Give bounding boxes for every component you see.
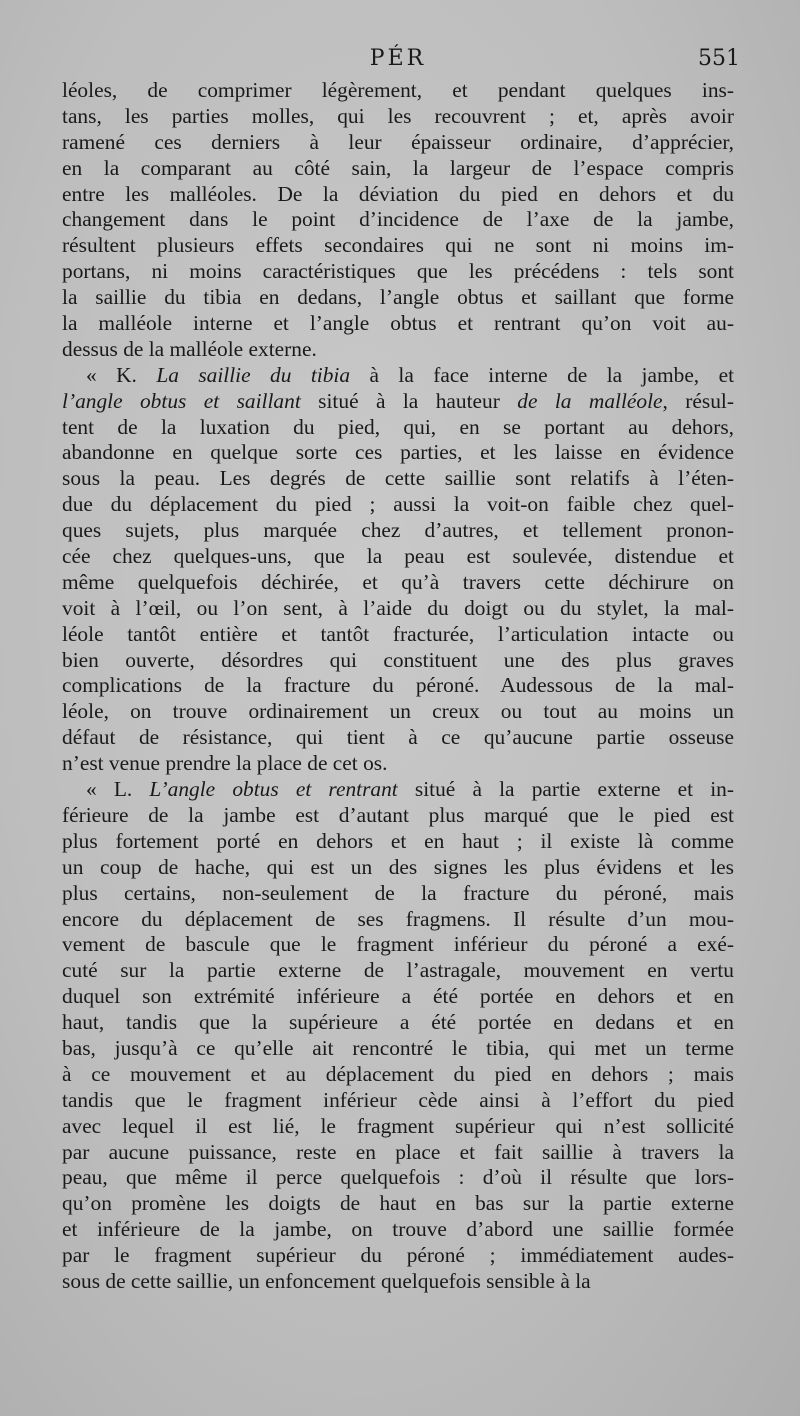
text-segment: la saillie du tibia en dedans, l’angle obtus et saillant que forme <box>62 285 734 310</box>
running-head: PÉR <box>369 46 427 71</box>
text-line <box>62 932 734 958</box>
text-segment: duquel son extrémité inférieure a été portée en dehors et en <box>62 984 734 1009</box>
text-line <box>62 1140 734 1166</box>
text-line <box>62 207 734 233</box>
text-segment: et inférieure de la jambe, on trouve d’abord une saillie formée <box>62 1217 734 1242</box>
text-line <box>62 104 734 130</box>
text-segment: tans, les parties molles, qui les recouvrent ; et, après avoir <box>62 103 734 128</box>
text-line <box>62 363 734 389</box>
text-segment: abandonne en quelque sorte ces parties, et les laisse en évidence <box>62 440 734 465</box>
text-segment: férieure de la jambe est d’autant plus marqué que le pied est <box>62 802 734 827</box>
italic-text: de la malléole <box>517 388 663 413</box>
text-segment: résultent plusieurs effets secondaires qui ne sont ni moins im- <box>62 233 734 258</box>
text-line <box>62 855 734 881</box>
text-line <box>62 492 734 518</box>
text-line <box>62 1036 734 1062</box>
text-segment: « L. <box>86 777 150 802</box>
text-segment: dessus de la malléole externe. <box>62 336 317 361</box>
text-segment: vement de bascule que le fragment inférieur du péroné a exé- <box>62 932 734 957</box>
text-segment: cée chez quelques-uns, que la peau est soulevée, distendue et <box>62 544 734 569</box>
text-segment: voit à l’œil, ou l’on sent, à l’aide du doigt ou du stylet, la mal- <box>62 595 734 620</box>
text-segment: situé à la hauteur <box>300 388 518 413</box>
text-segment: plus certains, non-seulement de la fracture du péroné, mais <box>62 880 734 905</box>
text-line <box>62 881 734 907</box>
text-segment: ques sujets, plus marquée chez d’autres, et tellement pronon- <box>62 518 734 543</box>
text-segment: plus fortement porté en dehors et en haut ; il existe là comme <box>62 828 734 853</box>
body-text <box>62 78 734 1295</box>
text-line <box>62 1269 734 1295</box>
text-line <box>62 1191 734 1217</box>
text-line <box>62 596 734 622</box>
text-line <box>62 1114 734 1140</box>
text-line <box>62 958 734 984</box>
italic-text: L’angle obtus et rentrant <box>149 777 398 802</box>
text-segment: encore du déplacement de ses fragmens. Il résulte d’un mou- <box>62 906 734 931</box>
text-segment: un coup de hache, qui est un des signes les plus évidens et les <box>62 854 734 879</box>
text-segment: léoles, de comprimer légèrement, et pendant quelques ins- <box>62 78 734 102</box>
text-line <box>62 984 734 1010</box>
italic-text: l’angle obtus et saillant <box>62 388 301 413</box>
text-line <box>62 415 734 441</box>
text-segment: léole tantôt entière et tantôt fracturée, l’articulation intacte ou <box>62 621 734 646</box>
text-line <box>62 751 734 777</box>
text-line <box>62 182 734 208</box>
text-line <box>62 699 734 725</box>
text-line <box>62 233 734 259</box>
text-line <box>62 777 734 803</box>
text-line <box>62 907 734 933</box>
italic-text: La saillie du tibia <box>156 362 351 387</box>
text-line <box>62 1217 734 1243</box>
text-line <box>62 1010 734 1036</box>
text-line <box>62 622 734 648</box>
text-line <box>62 78 734 104</box>
text-segment: défaut de résistance, qui tient à ce qu’aucune partie osseuse <box>62 725 734 750</box>
text-segment: changement dans le point d’incidence de l’axe de la jambe, <box>62 207 734 232</box>
text-line <box>62 1243 734 1269</box>
text-line <box>62 156 734 182</box>
text-segment: même quelquefois déchirée, et qu’à travers cette déchirure on <box>62 569 734 594</box>
text-segment: situé à la partie externe et in- <box>397 777 734 802</box>
text-segment: cuté sur la partie externe de l’astragale, mouvement en vertu <box>62 958 734 983</box>
text-segment: léole, on trouve ordinairement un creux ou tout au moins un <box>62 699 734 724</box>
text-line <box>62 673 734 699</box>
page-header <box>62 46 740 76</box>
text-segment: tandis que le fragment inférieur cède ainsi à l’effort du pied <box>62 1087 734 1112</box>
text-segment: haut, tandis que la supérieure a été portée en dedans et en <box>62 1010 734 1035</box>
text-segment: qu’on promène les doigts de haut en bas sur la partie externe <box>62 1191 734 1216</box>
text-segment: peau, que même il perce quelquefois : d’où il résulte que lors- <box>62 1165 734 1190</box>
text-segment: due du déplacement du pied ; aussi la voit-on faible chez quel- <box>62 492 734 517</box>
text-segment: sous de cette saillie, un enfoncement quelquefois sensible à la <box>62 1268 591 1293</box>
text-segment: , résul- <box>662 388 734 413</box>
text-line <box>62 1165 734 1191</box>
text-segment: portans, ni moins caractéristiques que les précédens : tels sont <box>62 259 734 284</box>
text-segment: complications de la fracture du péroné. Audessous de la mal- <box>62 673 734 698</box>
text-line <box>62 440 734 466</box>
text-line <box>62 1088 734 1114</box>
text-segment: à ce mouvement et au déplacement du pied en dehors ; mais <box>62 1061 734 1086</box>
text-segment: bas, jusqu’à ce qu’elle ait rencontré le tibia, qui met un terme <box>62 1035 734 1060</box>
text-segment: n’est venue prendre la place de cet os. <box>62 751 388 776</box>
text-line <box>62 829 734 855</box>
text-segment: bien ouverte, désordres qui constituent une des plus graves <box>62 647 734 672</box>
text-segment: entre les malléoles. De la déviation du pied en dehors et du <box>62 181 734 206</box>
text-segment: en la comparant au côté sain, la largeur de l’espace compris <box>62 155 734 180</box>
text-line <box>62 544 734 570</box>
text-line <box>62 311 734 337</box>
text-line <box>62 259 734 285</box>
text-line <box>62 1062 734 1088</box>
text-segment: la malléole interne et l’angle obtus et rentrant qu’on voit au- <box>62 311 734 336</box>
text-segment: par le fragment supérieur du péroné ; immédiatement audes- <box>62 1243 734 1268</box>
text-line <box>62 466 734 492</box>
text-line <box>62 725 734 751</box>
text-line <box>62 648 734 674</box>
text-line <box>62 518 734 544</box>
text-segment: à la face interne de la jambe, et <box>350 362 735 387</box>
text-segment: par aucune puissance, reste en place et fait saillie à travers la <box>62 1139 734 1164</box>
text-segment: « K. <box>86 362 157 387</box>
text-segment: ramené ces derniers à leur épaisseur ordinaire, d’apprécier, <box>62 129 734 154</box>
text-segment: avec lequel il est lié, le fragment supérieur qui n’est sollicité <box>62 1113 734 1138</box>
text-line <box>62 389 734 415</box>
text-line <box>62 130 734 156</box>
text-segment: tent de la luxation du pied, qui, en se portant au dehors, <box>62 414 734 439</box>
text-line <box>62 570 734 596</box>
text-segment: sous la peau. Les degrés de cette saillie sont relatifs à l’éten- <box>62 466 734 491</box>
text-line <box>62 285 734 311</box>
text-line <box>62 803 734 829</box>
text-line <box>62 337 734 363</box>
page-number: 551 <box>698 46 740 71</box>
